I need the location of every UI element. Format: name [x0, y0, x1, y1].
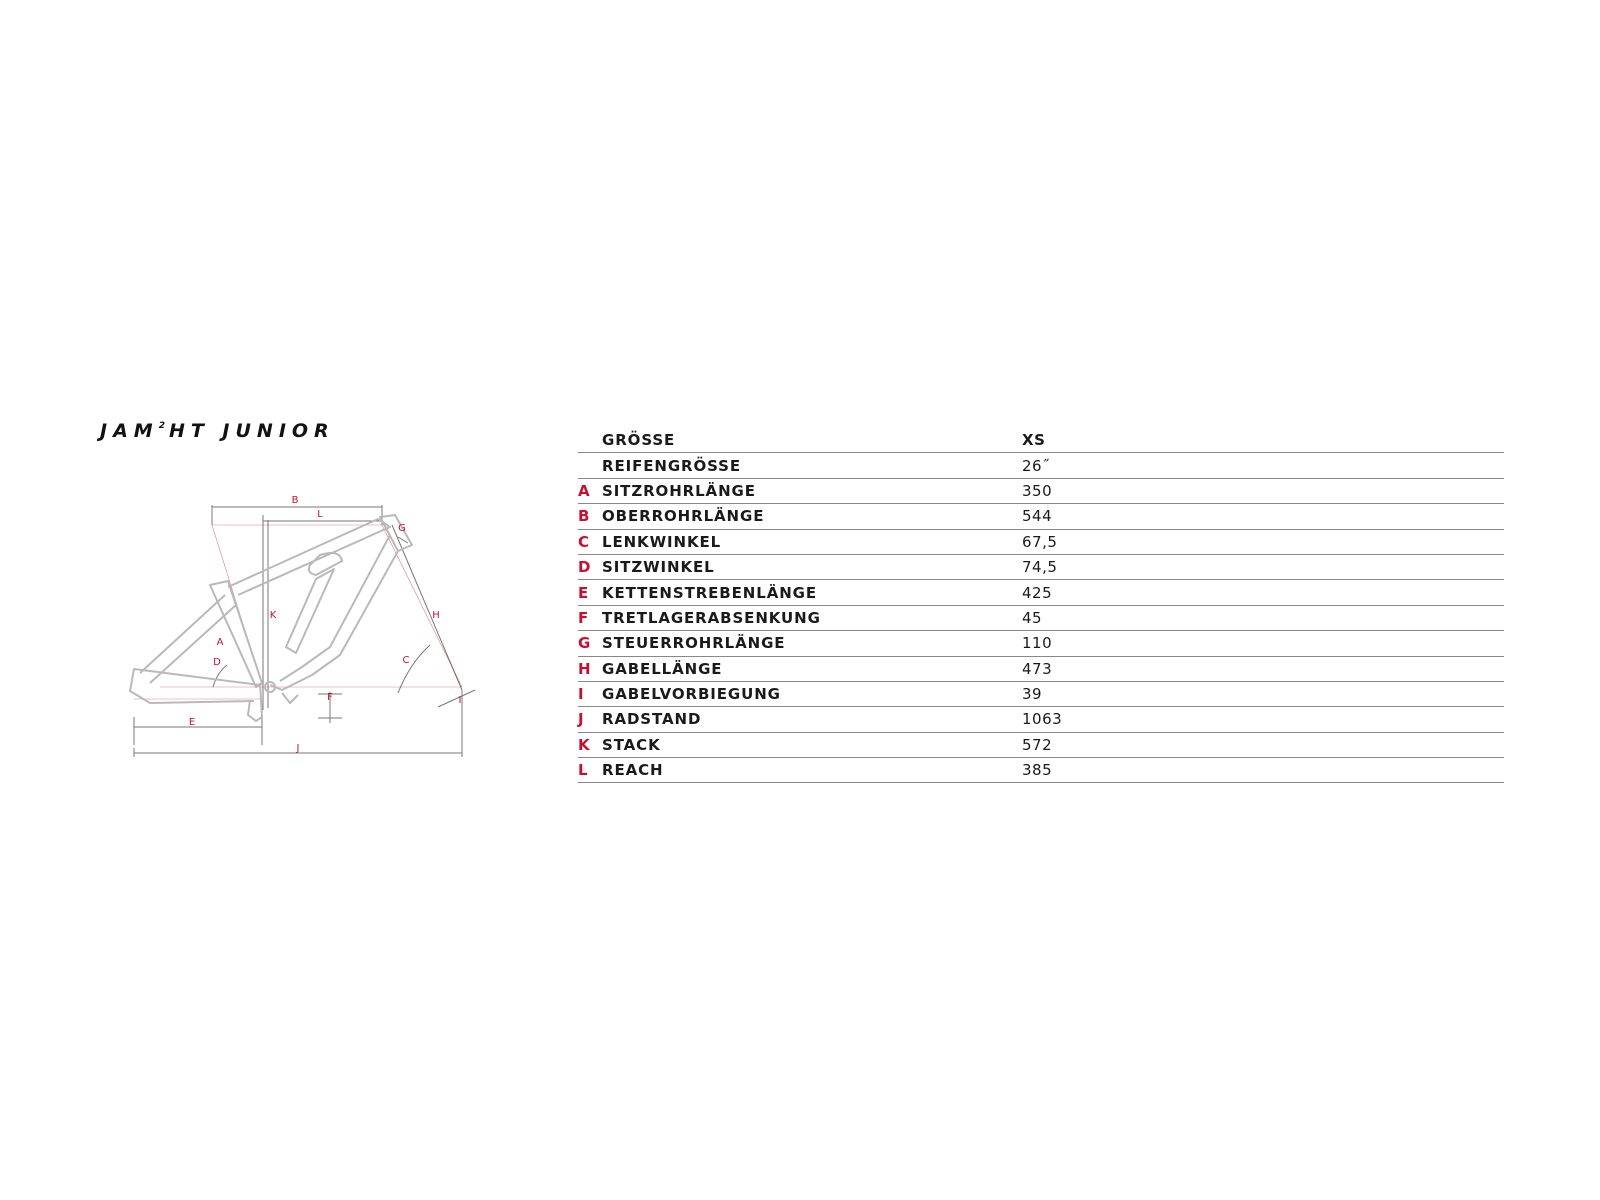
dim-label-e: E [188, 717, 196, 728]
row-value: 425 [1022, 580, 1504, 605]
table-row [578, 580, 1504, 605]
row-value: 1063 [1022, 707, 1504, 732]
table-row [578, 656, 1504, 681]
row-letter [578, 428, 602, 453]
row-letter: L [578, 758, 602, 783]
row-value: 67,5 [1022, 529, 1504, 554]
row-letter: B [578, 504, 602, 529]
dim-label-j: J [296, 743, 300, 754]
dim-label-c: C [402, 655, 410, 666]
table-row [578, 732, 1504, 757]
dim-label-g: G [398, 523, 406, 534]
row-value: 572 [1022, 732, 1504, 757]
row-letter: D [578, 554, 602, 579]
table-row [578, 529, 1504, 554]
table-row [578, 504, 1504, 529]
table-row [578, 758, 1504, 783]
table-header-row [578, 428, 1504, 453]
dim-label-h: H [432, 610, 440, 621]
row-value: 110 [1022, 631, 1504, 656]
dim-label-i: I [458, 695, 462, 706]
row-label: RADSTAND [602, 707, 1022, 732]
row-label: STACK [602, 732, 1022, 757]
row-letter: A [578, 478, 602, 503]
row-letter: H [578, 656, 602, 681]
row-letter: I [578, 681, 602, 706]
table-row [578, 453, 1504, 478]
row-label: LENKWINKEL [602, 529, 1022, 554]
row-letter [578, 453, 602, 478]
table-row [578, 554, 1504, 579]
table-row [578, 681, 1504, 706]
frame-geometry-diagram [120, 495, 500, 765]
dim-label-l: L [317, 509, 323, 520]
dim-label-b: B [291, 495, 299, 506]
reference-lines [134, 525, 462, 699]
row-label: STEUERROHRLÄNGE [602, 631, 1022, 656]
dim-label-f: F [327, 692, 333, 703]
row-label: SITZROHRLÄNGE [602, 478, 1022, 503]
model-title-superscript: 2 [158, 421, 165, 431]
row-value: 39 [1022, 681, 1504, 706]
header-value: XS [1022, 428, 1504, 453]
row-value: 350 [1022, 478, 1504, 503]
row-value: 74,5 [1022, 554, 1504, 579]
table-row [578, 478, 1504, 503]
row-letter: K [578, 732, 602, 757]
row-value: 45 [1022, 605, 1504, 630]
row-letter: E [578, 580, 602, 605]
table-row [578, 631, 1504, 656]
row-label: GABELLÄNGE [602, 656, 1022, 681]
row-letter: G [578, 631, 602, 656]
row-label: REIFENGRÖSSE [602, 453, 1022, 478]
row-value: 26˝ [1022, 453, 1504, 478]
row-label: TRETLAGERABSENKUNG [602, 605, 1022, 630]
row-letter: F [578, 605, 602, 630]
row-letter: J [578, 707, 602, 732]
row-label: SITZWINKEL [602, 554, 1022, 579]
row-label: GABELVORBIEGUNG [602, 681, 1022, 706]
dim-label-a: A [216, 637, 224, 648]
row-value: 544 [1022, 504, 1504, 529]
dim-label-k: K [269, 610, 277, 621]
table-row [578, 605, 1504, 630]
geometry-table [578, 428, 1504, 783]
row-letter: C [578, 529, 602, 554]
model-title-main: JAM [100, 420, 159, 442]
table-row [578, 707, 1504, 732]
row-label: OBERROHRLÄNGE [602, 504, 1022, 529]
row-value: 473 [1022, 656, 1504, 681]
row-value: 385 [1022, 758, 1504, 783]
dimension-labels [189, 495, 462, 754]
dim-label-d: D [213, 657, 221, 668]
row-label: KETTENSTREBENLÄNGE [602, 580, 1022, 605]
row-label: REACH [602, 758, 1022, 783]
model-title-rest: HT JUNIOR [168, 420, 335, 442]
header-label: GRÖSSE [602, 428, 1022, 453]
model-title [100, 420, 335, 442]
